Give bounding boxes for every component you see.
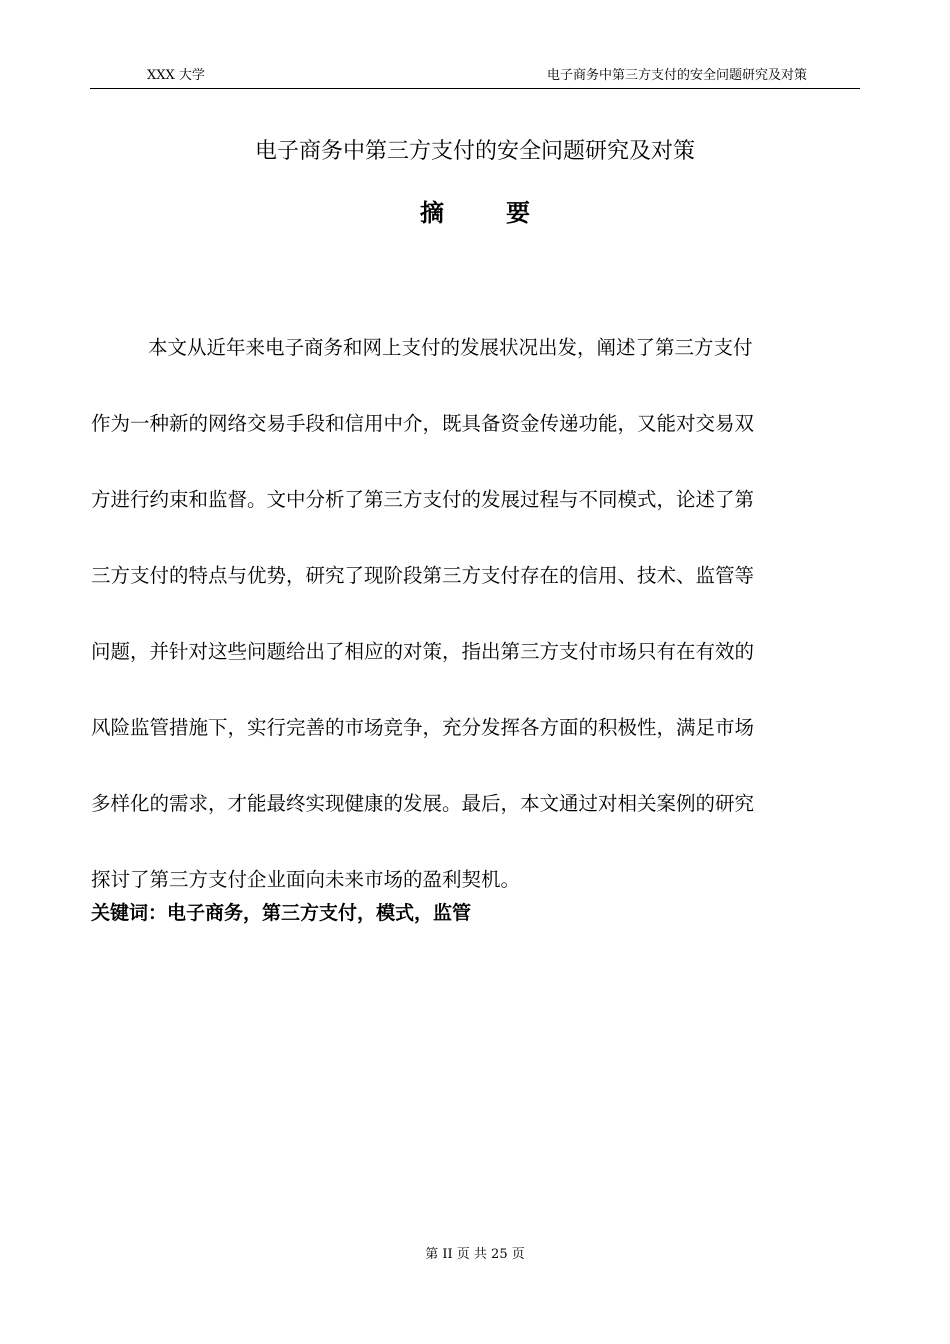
abstract-line: 方进行约束和监督。文中分析了第三方支付的发展过程与不同模式，论述了第 (91, 488, 755, 511)
abstract-line: 多样化的需求，才能最终实现健康的发展。最后，本文通过对相关案例的研究 (91, 792, 755, 815)
abstract-line: 作为一种新的网络交易手段和信用中介，既具备资金传递功能，又能对交易双 (91, 412, 755, 435)
document-title: 电子商务中第三方支付的安全问题研究及对策 (254, 139, 695, 164)
page-number-footer: 第 II 页 共 25 页 (425, 1247, 525, 1262)
abstract-line: 风险监管措施下，实行完善的市场竞争，充分发挥各方面的积极性，满足市场 (91, 716, 755, 739)
keywords: 关键词：电子商务，第三方支付，模式，监管 (91, 902, 472, 924)
page-header (90, 66, 860, 89)
abstract-line: 本文从近年来电子商务和网上支付的发展状况出发，阐述了第三方支付 (148, 336, 753, 359)
header-doc-title: 电子商务中第三方支付的安全问题研究及对策 (546, 68, 807, 83)
abstract-heading: 摘要 (420, 199, 592, 227)
abstract-line: 三方支付的特点与优势，研究了现阶段第三方支付存在的信用、技术、监管等 (91, 564, 755, 587)
abstract-line: 问题，并针对这些问题给出了相应的对策，指出第三方支付市场只有在有效的 (91, 640, 755, 663)
header-university: XXX 大学 (147, 68, 205, 83)
abstract-line: 探讨了第三方支付企业面向未来市场的盈利契机。 (91, 868, 521, 891)
abstract-body (91, 310, 853, 918)
